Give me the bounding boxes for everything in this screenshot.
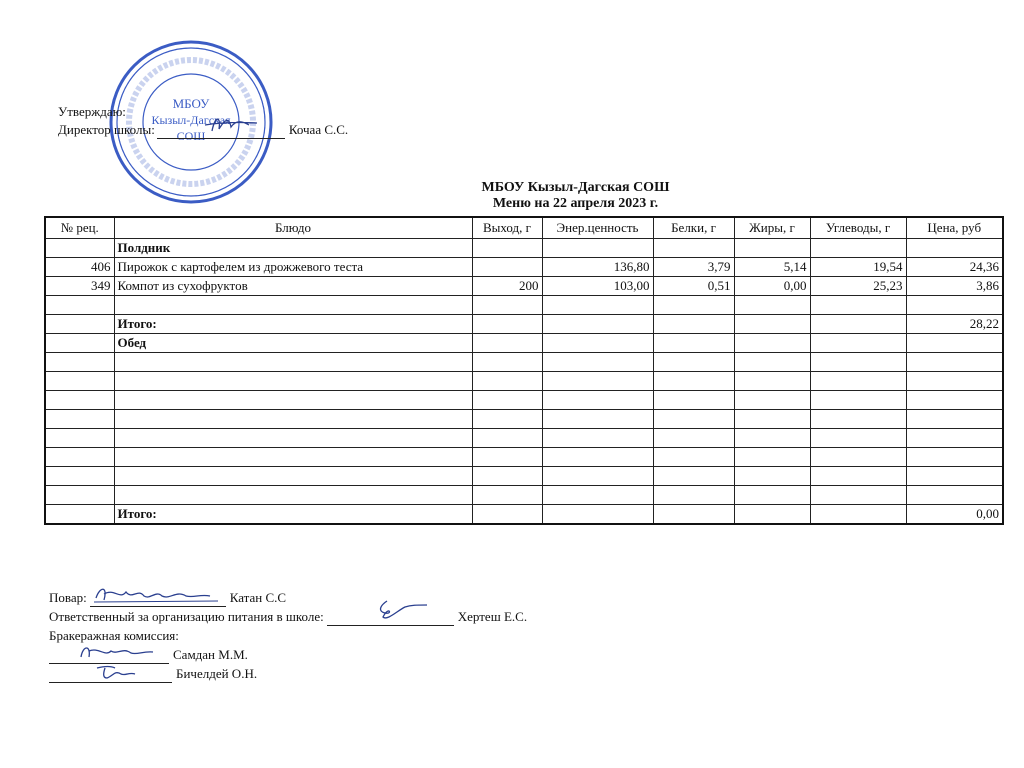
table-cell: [810, 239, 906, 258]
column-header: Выход, г: [472, 217, 542, 239]
table-cell: [653, 239, 734, 258]
table-cell: [810, 505, 906, 525]
table-cell: [906, 353, 1003, 372]
table-cell: [114, 372, 472, 391]
table-cell: [810, 372, 906, 391]
table-cell: 3,79: [653, 258, 734, 277]
table-cell: [472, 353, 542, 372]
empty-row: [45, 391, 1003, 410]
table-cell: 3,86: [906, 277, 1003, 296]
table-cell: [906, 372, 1003, 391]
responsible-signature: [327, 595, 454, 625]
member2-signature: [49, 662, 172, 682]
table-cell: [653, 391, 734, 410]
menu-table: [44, 216, 1004, 525]
table-cell: 103,00: [542, 277, 653, 296]
table-cell: Обед: [114, 334, 472, 353]
table-cell: 136,80: [542, 258, 653, 277]
table-cell: 0,00: [906, 505, 1003, 525]
table-cell: [472, 334, 542, 353]
table-cell: [45, 505, 114, 525]
director-signature: [157, 111, 285, 137]
table-cell: [734, 486, 810, 505]
table-cell: [734, 467, 810, 486]
school-name: МБОУ Кызыл-Дагская СОШ: [481, 180, 670, 195]
table-cell: [45, 239, 114, 258]
table-cell: [542, 315, 653, 334]
table-cell: 28,22: [906, 315, 1003, 334]
table-cell: [472, 505, 542, 525]
table-cell: [810, 467, 906, 486]
table-cell: [653, 410, 734, 429]
table-cell: [114, 486, 472, 505]
table-cell: Итого:: [114, 505, 472, 525]
table-cell: [906, 429, 1003, 448]
table-cell: [472, 372, 542, 391]
table-cell: [734, 505, 810, 525]
table-cell: [810, 315, 906, 334]
responsible-label: Ответственный за организацию питания в школе:: [49, 609, 324, 624]
stamp-line-2: Кызыл-Дагская: [151, 113, 231, 127]
column-header: Цена, руб: [906, 217, 1003, 239]
table-cell: [472, 429, 542, 448]
empty-row: [45, 429, 1003, 448]
table-cell: [653, 296, 734, 315]
table-header-row: [45, 217, 1003, 239]
table-cell: [542, 391, 653, 410]
table-cell: [906, 334, 1003, 353]
cook-signature-line: [90, 591, 226, 607]
table-cell: [45, 372, 114, 391]
table-cell: [734, 353, 810, 372]
column-header: Энер.ценность: [542, 217, 653, 239]
table-cell: [653, 429, 734, 448]
column-header: Белки, г: [653, 217, 734, 239]
cook-signature: [90, 584, 226, 606]
table-cell: [542, 334, 653, 353]
table-cell: [542, 296, 653, 315]
table-cell: Итого:: [114, 315, 472, 334]
table-cell: [734, 372, 810, 391]
total-row: [45, 315, 1003, 334]
member2-name: Бичелдей О.Н.: [176, 666, 258, 681]
table-cell: [472, 448, 542, 467]
table-cell: Компот из сухофруктов: [114, 277, 472, 296]
table-row: [45, 277, 1003, 296]
table-cell: [810, 486, 906, 505]
approval-block: [58, 103, 348, 139]
table-cell: Полдник: [114, 239, 472, 258]
table-cell: [906, 467, 1003, 486]
table-cell: [810, 448, 906, 467]
table-cell: [906, 239, 1003, 258]
table-cell: [542, 448, 653, 467]
table-cell: [472, 239, 542, 258]
responsible-name: Хертеш Е.С.: [457, 609, 528, 624]
table-cell: 0,51: [653, 277, 734, 296]
empty-row: [45, 372, 1003, 391]
table-cell: [45, 391, 114, 410]
table-cell: [653, 448, 734, 467]
table-cell: [734, 429, 810, 448]
table-cell: 25,23: [810, 277, 906, 296]
empty-row: [45, 410, 1003, 429]
table-cell: [472, 486, 542, 505]
table-cell: [45, 410, 114, 429]
table-cell: [906, 391, 1003, 410]
responsible-signature-line: [327, 610, 454, 626]
table-cell: [114, 353, 472, 372]
menu-date: Меню на 22 апреля 2023 г.: [492, 196, 659, 211]
table-cell: [653, 505, 734, 525]
column-header: № рец.: [45, 217, 114, 239]
table-cell: [542, 486, 653, 505]
table-cell: [906, 410, 1003, 429]
table-cell: [734, 239, 810, 258]
cook-name: Катан С.С: [229, 590, 287, 605]
section-row: [45, 334, 1003, 353]
table-cell: [45, 315, 114, 334]
table-cell: [472, 410, 542, 429]
column-header: Углеводы, г: [810, 217, 906, 239]
stamp-line-1: МБОУ: [172, 96, 210, 111]
table-cell: [810, 429, 906, 448]
table-cell: [653, 353, 734, 372]
table-cell: [472, 467, 542, 486]
cook-label: Повар:: [49, 590, 87, 605]
table-cell: [810, 410, 906, 429]
table-cell: [542, 410, 653, 429]
table-cell: [734, 410, 810, 429]
empty-row: [45, 467, 1003, 486]
table-cell: [734, 315, 810, 334]
table-cell: [45, 353, 114, 372]
table-cell: [472, 391, 542, 410]
table-cell: [653, 486, 734, 505]
table-cell: [542, 372, 653, 391]
stamp-line-3: СОШ: [176, 129, 206, 143]
table-cell: [906, 296, 1003, 315]
table-cell: 406: [45, 258, 114, 277]
table-cell: 349: [45, 277, 114, 296]
member2-signature-line: [49, 667, 172, 683]
table-cell: [114, 448, 472, 467]
table-cell: 19,54: [810, 258, 906, 277]
table-cell: [810, 296, 906, 315]
table-cell: [810, 353, 906, 372]
section-row: [45, 239, 1003, 258]
table-cell: [542, 239, 653, 258]
table-cell: [734, 334, 810, 353]
column-header: Жиры, г: [734, 217, 810, 239]
table-cell: [653, 372, 734, 391]
director-signature-line: [157, 124, 285, 139]
table-cell: [542, 429, 653, 448]
table-body: [45, 239, 1003, 525]
empty-row: [45, 486, 1003, 505]
table-cell: 24,36: [906, 258, 1003, 277]
table-cell: Пирожок с картофелем из дрожжевого теста: [114, 258, 472, 277]
table-cell: [472, 296, 542, 315]
table-cell: [906, 486, 1003, 505]
table-cell: [734, 296, 810, 315]
table-cell: [810, 334, 906, 353]
table-cell: [734, 448, 810, 467]
director-name: Кочаа С.С.: [288, 122, 349, 137]
table-cell: [734, 391, 810, 410]
table-cell: [542, 505, 653, 525]
table-cell: [542, 353, 653, 372]
table-cell: [114, 296, 472, 315]
commission-label: Бракеражная комиссия:: [49, 628, 179, 643]
table-cell: [114, 467, 472, 486]
signatures-block: [49, 588, 527, 683]
table-cell: [653, 467, 734, 486]
empty-row: [45, 448, 1003, 467]
table-cell: [45, 448, 114, 467]
table-cell: [472, 315, 542, 334]
table-cell: [114, 410, 472, 429]
table-cell: [45, 296, 114, 315]
director-label: Директор школы:: [58, 122, 155, 137]
table-cell: [472, 258, 542, 277]
table-cell: [114, 391, 472, 410]
member1-name: Самдан М.М.: [173, 647, 248, 662]
table-cell: [45, 334, 114, 353]
table-cell: 200: [472, 277, 542, 296]
table-cell: [653, 334, 734, 353]
approved-label: Утверждаю:: [58, 104, 126, 119]
table-cell: 5,14: [734, 258, 810, 277]
table-cell: [810, 391, 906, 410]
table-row: [45, 258, 1003, 277]
empty-row: [45, 296, 1003, 315]
table-cell: [542, 467, 653, 486]
table-cell: [45, 486, 114, 505]
table-cell: [114, 429, 472, 448]
empty-row: [45, 353, 1003, 372]
table-cell: [45, 429, 114, 448]
total-row: [45, 505, 1003, 525]
table-cell: [45, 467, 114, 486]
table-cell: 0,00: [734, 277, 810, 296]
table-cell: [653, 315, 734, 334]
column-header: Блюдо: [114, 217, 472, 239]
member1-signature: [49, 643, 169, 663]
table-cell: [906, 448, 1003, 467]
document-title: [0, 180, 1024, 212]
